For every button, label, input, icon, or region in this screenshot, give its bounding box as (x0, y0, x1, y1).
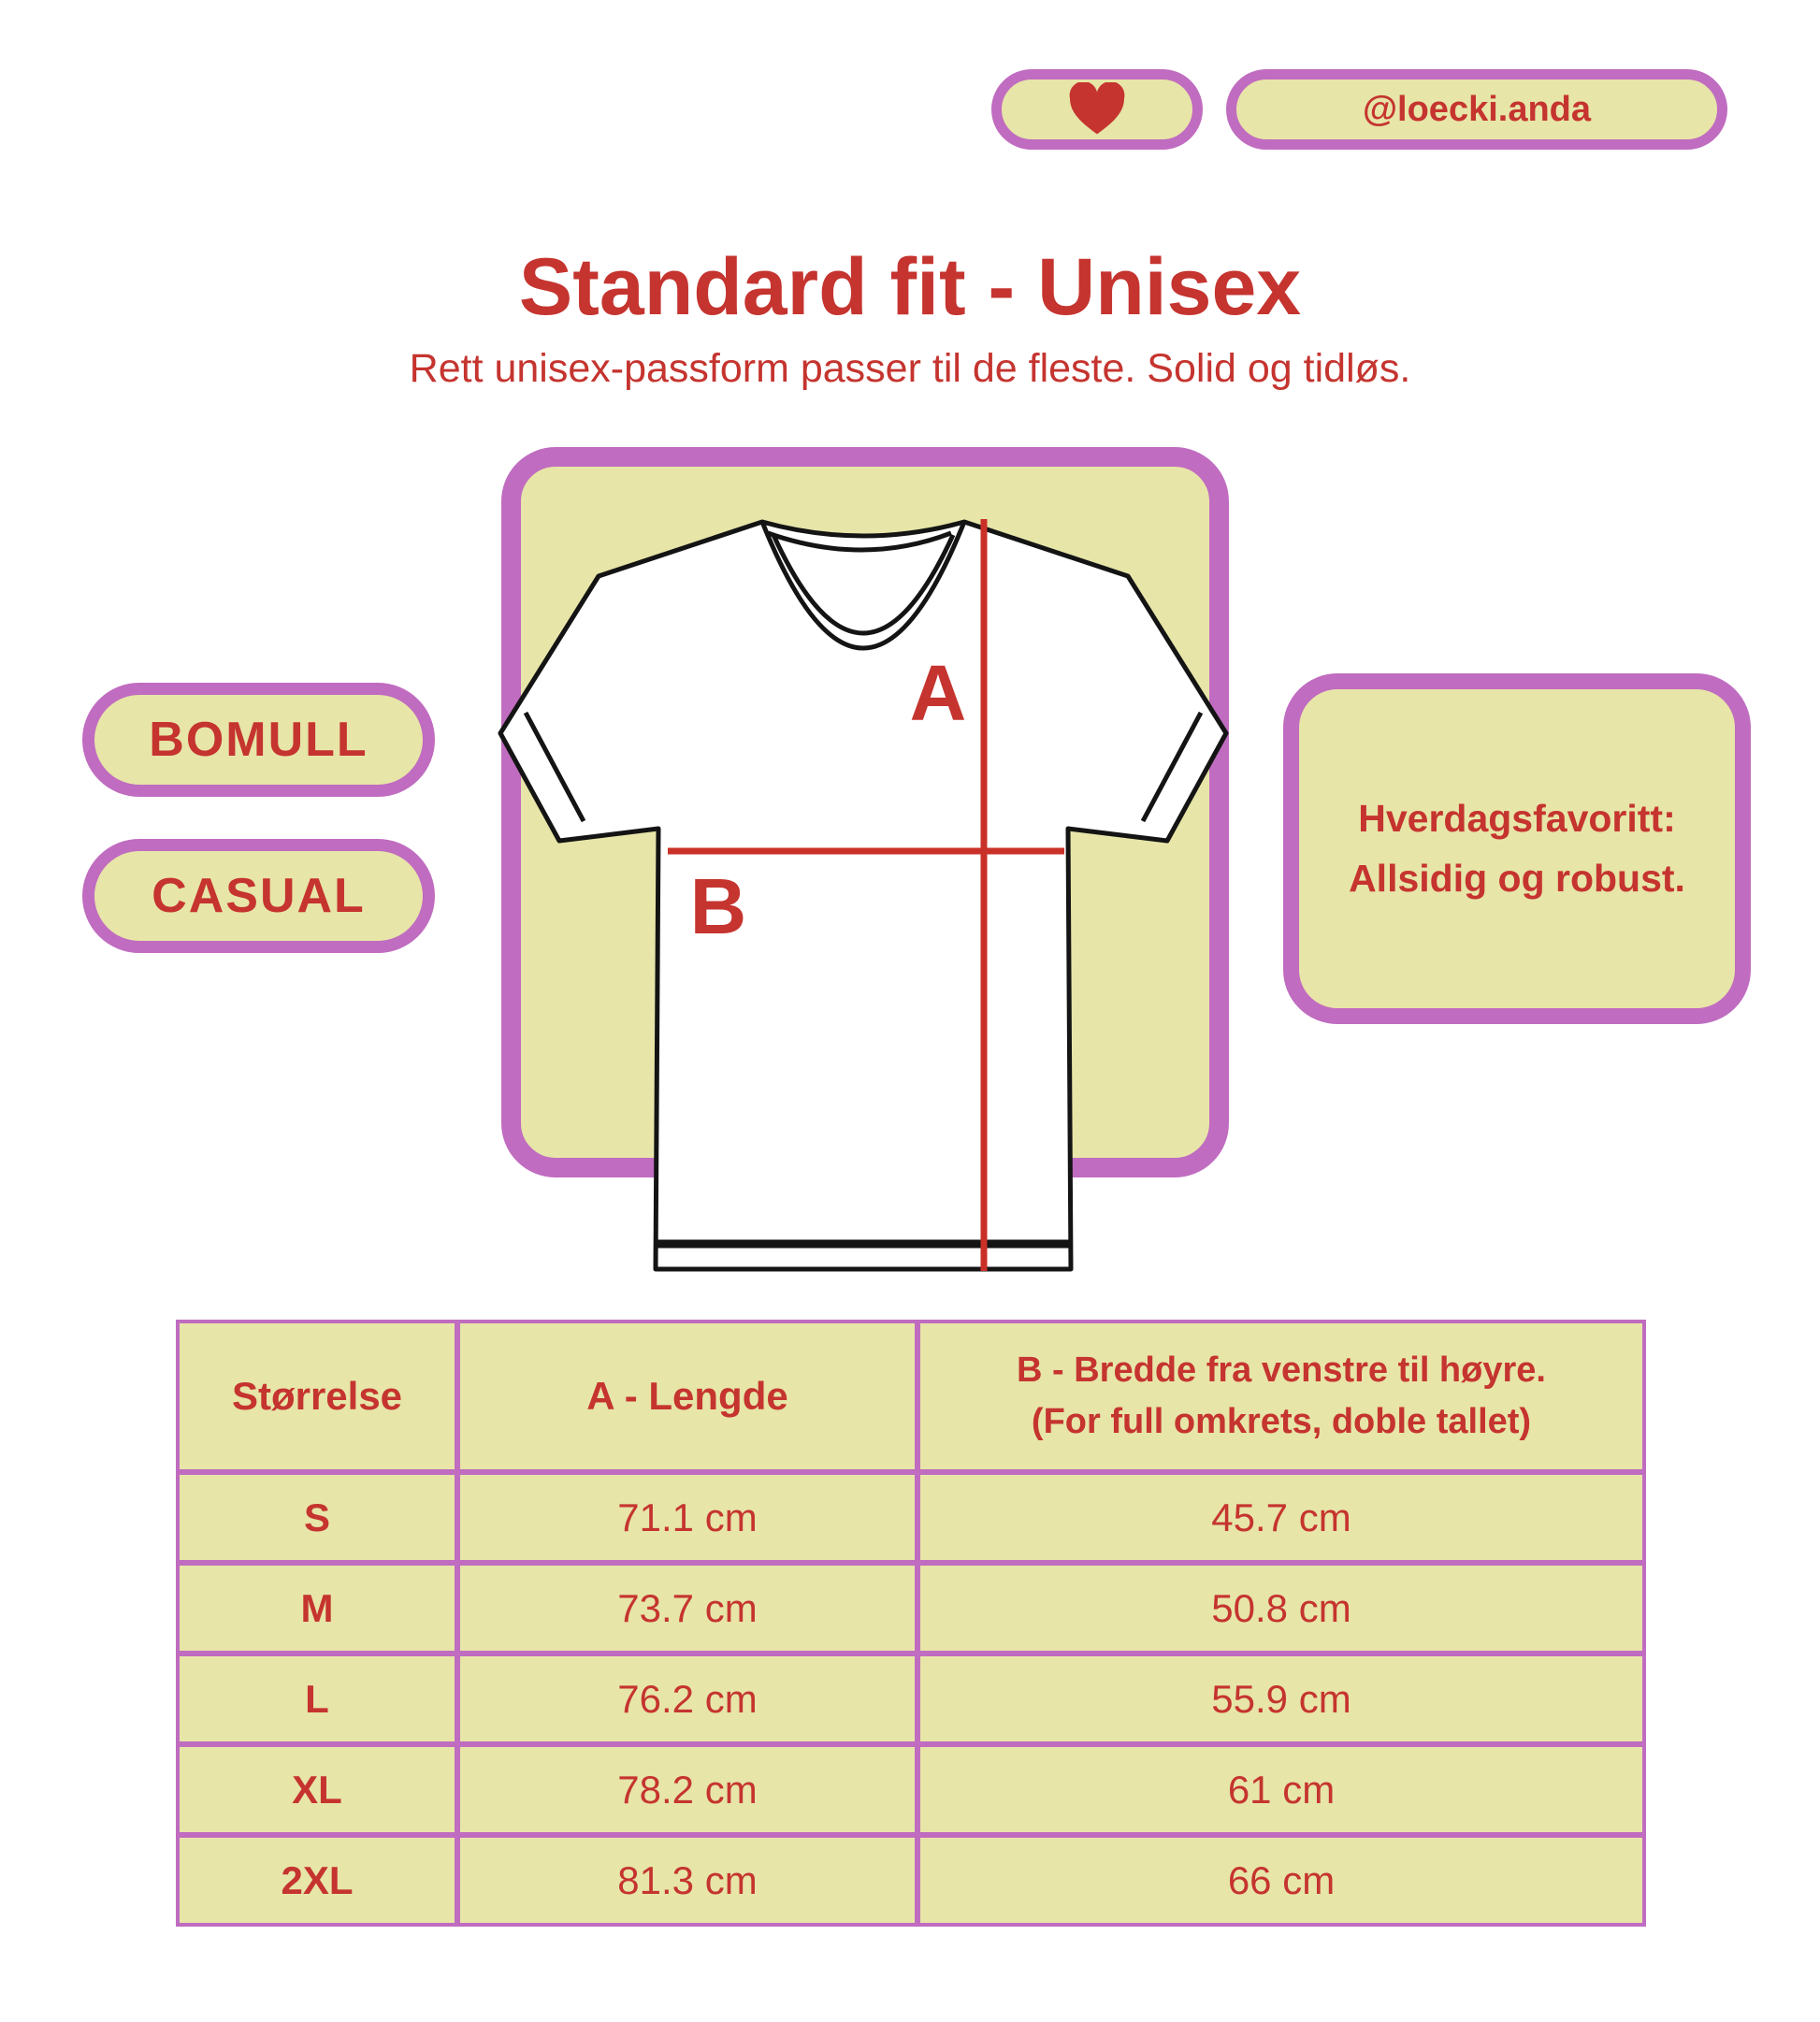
heart-icon (1067, 82, 1127, 137)
tag-casual (82, 839, 435, 953)
tag-bomull (82, 683, 435, 797)
table-row-length: 76.2 cm (456, 1653, 918, 1745)
table-row-width: 55.9 cm (917, 1653, 1646, 1745)
label-a: A (909, 649, 967, 737)
col-header-width-line1: B - Bredde fra venstre til høyre. (1017, 1350, 1546, 1390)
heart-badge (991, 69, 1203, 150)
table-row-length: 73.7 cm (456, 1562, 918, 1654)
table-row-length: 78.2 cm (456, 1743, 918, 1836)
tshirt-diagram (486, 496, 1235, 1272)
table-row-width: 50.8 cm (917, 1562, 1646, 1654)
col-header-width-line2: (For full omkrets, doble tallet) (1031, 1402, 1532, 1441)
table-row-length: 81.3 cm (456, 1834, 918, 1927)
col-header-length: A - Lengde (456, 1320, 918, 1473)
page-subtitle: Rett unisex-passform passer til de fleste. Solid og tidløs. (409, 346, 1411, 391)
table-row-size: M (176, 1562, 458, 1654)
table-row-size: XL (176, 1743, 458, 1836)
table-row-width: 66 cm (917, 1834, 1646, 1927)
table-row-size: L (176, 1653, 458, 1745)
tag-bomull-label: BOMULL (149, 713, 368, 767)
table-row-length: 71.1 cm (456, 1471, 918, 1564)
tag-casual-label: CASUAL (152, 869, 366, 923)
handle-text: @loecki.anda (1362, 89, 1592, 129)
label-b: B (689, 862, 747, 950)
size-table (178, 1322, 1646, 1927)
col-header-size: Størrelse (176, 1320, 458, 1473)
handle-badge (1226, 69, 1727, 150)
table-row-width: 45.7 cm (917, 1471, 1646, 1564)
info-line-1: Hverdagsfavoritt: (1358, 796, 1676, 840)
table-row-width: 61 cm (917, 1743, 1646, 1836)
table-row-size: 2XL (176, 1834, 458, 1927)
page-title: Standard fit - Unisex (518, 242, 1302, 332)
info-line-2: Allsidig og robust. (1349, 856, 1685, 900)
table-row-size: S (176, 1471, 458, 1564)
col-header-width (917, 1320, 1646, 1473)
info-box (1283, 673, 1751, 1024)
